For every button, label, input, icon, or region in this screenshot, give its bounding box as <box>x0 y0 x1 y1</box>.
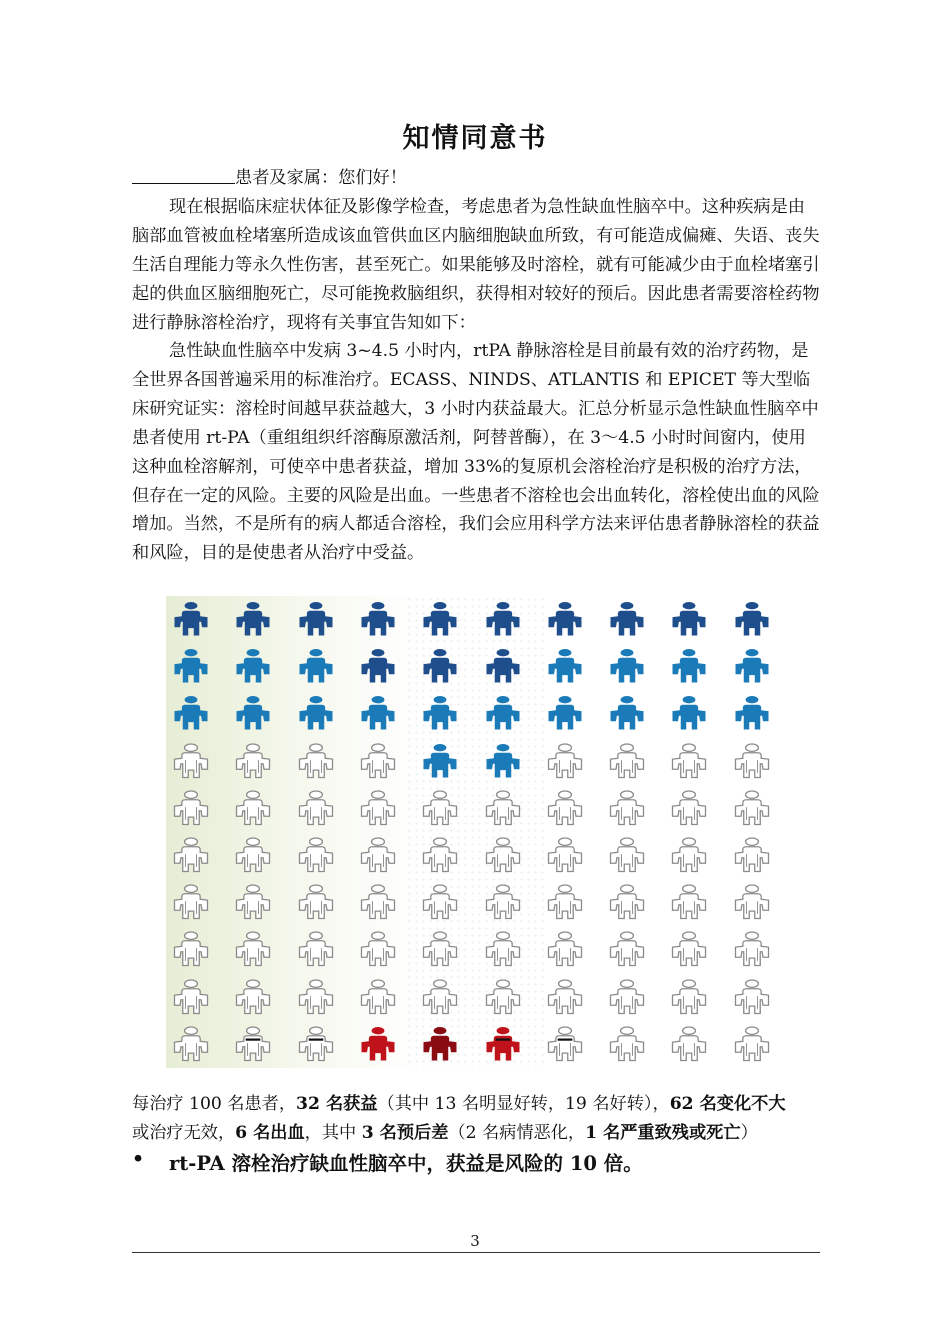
person-icon <box>605 646 649 686</box>
person-icon <box>543 646 587 686</box>
person-icon <box>294 1024 338 1064</box>
person-icon <box>605 929 649 969</box>
person-icon <box>543 1024 587 1064</box>
page-title: 知情同意书 <box>402 123 548 154</box>
caption-bold: 6 名出血 <box>235 1122 305 1143</box>
person-icon <box>356 929 400 969</box>
person-icon <box>294 599 338 639</box>
person-icon <box>294 646 338 686</box>
person-icon <box>481 882 525 922</box>
person-icon <box>543 599 587 639</box>
person-icon <box>294 693 338 733</box>
page-number: 3 <box>470 1232 480 1250</box>
person-icon <box>418 599 462 639</box>
person-icon <box>231 1024 275 1064</box>
patient-outcome-figure <box>166 596 785 1068</box>
person-icon <box>730 882 774 922</box>
person-icon <box>605 693 649 733</box>
person-icon <box>418 1024 462 1064</box>
person-icon <box>605 788 649 828</box>
person-icon <box>543 882 587 922</box>
person-icon <box>418 693 462 733</box>
person-icon <box>605 977 649 1017</box>
person-icon <box>481 693 525 733</box>
person-icon <box>356 882 400 922</box>
person-icon <box>169 788 213 828</box>
person-icon <box>667 693 711 733</box>
person-icon <box>418 741 462 781</box>
person-icon <box>730 1024 774 1064</box>
person-icon <box>481 929 525 969</box>
person-icon <box>418 882 462 922</box>
person-icon <box>231 693 275 733</box>
person-icon <box>169 693 213 733</box>
caption-text: 每治疗 100 名患者， <box>132 1094 297 1114</box>
bullet-icon: • <box>132 1148 145 1170</box>
person-icon <box>294 741 338 781</box>
person-icon <box>294 929 338 969</box>
person-icon <box>418 788 462 828</box>
person-icon <box>481 599 525 639</box>
person-icon <box>543 977 587 1017</box>
person-icon <box>667 835 711 875</box>
person-icon <box>730 693 774 733</box>
person-icon <box>481 1024 525 1064</box>
paragraph-1: 现在根据临床症状体征及影像学检查，考虑患者为急性缺血性脑卒中。这种疾病是由脑部血管被血栓堵塞所造成该血管供血区内脑细胞缺血所致，有可能造成偏瘫、失语、丧失生活自理能力等永久性伤害，甚至死亡。如果能够及时溶栓，就有可能减少由于血栓堵塞引起的供血区脑细胞死亡，尽可能挽救脑组织，获得相对较好的预后。因此患者需要溶栓药物进行静脉溶栓治疗，现将有关事宜告知如下： <box>132 197 820 333</box>
person-icon <box>543 741 587 781</box>
person-icon <box>481 835 525 875</box>
person-icon <box>543 693 587 733</box>
caption-line-1 <box>132 1090 832 1119</box>
person-icon <box>356 788 400 828</box>
person-icon <box>730 599 774 639</box>
bullet-text: rt-PA 溶栓治疗缺血性脑卒中，获益是风险的 10 倍。 <box>169 1152 643 1175</box>
caption-text: ，其中 <box>304 1122 362 1143</box>
person-icon <box>356 1024 400 1064</box>
person-icon <box>481 788 525 828</box>
person-icon <box>231 835 275 875</box>
person-icon <box>543 835 587 875</box>
person-icon <box>169 599 213 639</box>
person-icon <box>730 977 774 1017</box>
person-icon <box>605 741 649 781</box>
person-icon <box>605 1024 649 1064</box>
person-icon <box>418 835 462 875</box>
person-icon <box>667 1024 711 1064</box>
person-icon <box>605 835 649 875</box>
person-icon <box>294 882 338 922</box>
person-icon <box>356 693 400 733</box>
salutation-line <box>132 164 820 193</box>
caption-bold: 1 名严重致残或死亡 <box>585 1122 741 1143</box>
person-icon <box>169 646 213 686</box>
person-icon <box>231 929 275 969</box>
salutation-text: 患者及家属：您们好！ <box>235 168 407 188</box>
person-icon <box>231 977 275 1017</box>
name-blank <box>132 164 235 184</box>
person-icon <box>356 977 400 1017</box>
person-icon <box>356 599 400 639</box>
person-icon <box>418 929 462 969</box>
person-icon <box>356 646 400 686</box>
person-icon <box>356 741 400 781</box>
person-icon <box>169 741 213 781</box>
paragraph-2: 急性缺血性脑卒中发病 3~4.5 小时内，rtPA 静脉溶栓是目前最有效的治疗药物，是全世界各国普遍采用的标准治疗。ECASS、NINDS、ATLANTIS 和 EPICET 等大型临床研究证实：溶栓时间越早获益越大，3 小时内获益最大。汇总分析显示急性缺血性脑卒中患者使用 rt-PA（重组组织纤溶酶原激活剂，阿替普酶），在 3～4.5 小时时间窗内，使用这种血栓溶解剂，可使卒中患者获益，增加 33%的复原机会溶栓治疗是积极的治疗方法，但存在一定的风险。主要的风险是出血。一些患者不溶栓也会出血转化，溶栓使出血的风险增加。当然，不是所有的病人都适合溶栓，我们会应用科学方法来评估患者静脉溶栓的获益和风险，目的是使患者从治疗中受益。 <box>132 341 820 564</box>
person-icon <box>667 741 711 781</box>
person-icon <box>294 788 338 828</box>
person-icon <box>169 835 213 875</box>
footer-divider <box>132 1252 820 1253</box>
person-icon <box>169 1024 213 1064</box>
person-icon <box>730 835 774 875</box>
person-icon <box>294 977 338 1017</box>
person-icon <box>418 977 462 1017</box>
person-icon <box>543 788 587 828</box>
person-icon <box>231 599 275 639</box>
caption-text: （2 名病情恶化， <box>448 1122 586 1143</box>
person-icon <box>667 977 711 1017</box>
person-icon <box>481 741 525 781</box>
person-icon <box>605 599 649 639</box>
caption-text: 或治疗无效， <box>132 1122 236 1143</box>
caption-text: （其中 13 名明显好转，19 名好转）， <box>377 1094 670 1114</box>
caption-text: ） <box>740 1122 758 1143</box>
caption-line-2 <box>132 1119 832 1148</box>
person-icon <box>169 929 213 969</box>
person-icon <box>730 741 774 781</box>
person-icon <box>231 788 275 828</box>
figure-caption <box>132 1090 832 1148</box>
caption-bold: 62 名变化不大 <box>669 1094 786 1114</box>
person-icon <box>543 929 587 969</box>
person-icon <box>169 977 213 1017</box>
person-icon <box>667 646 711 686</box>
person-icon <box>667 882 711 922</box>
person-icon <box>481 977 525 1017</box>
caption-bold: 32 名获益 <box>296 1094 378 1114</box>
person-icon <box>356 835 400 875</box>
caption-bold: 3 名预后差 <box>361 1122 449 1143</box>
person-icon <box>667 929 711 969</box>
person-icon <box>231 882 275 922</box>
person-icon <box>730 929 774 969</box>
person-icon <box>231 741 275 781</box>
person-icon <box>667 599 711 639</box>
person-icon <box>481 646 525 686</box>
person-icon <box>605 882 649 922</box>
person-icon <box>730 788 774 828</box>
person-icon <box>294 835 338 875</box>
person-icon <box>231 646 275 686</box>
person-icon <box>667 788 711 828</box>
person-icon <box>169 882 213 922</box>
person-icon <box>418 646 462 686</box>
person-icon <box>730 646 774 686</box>
